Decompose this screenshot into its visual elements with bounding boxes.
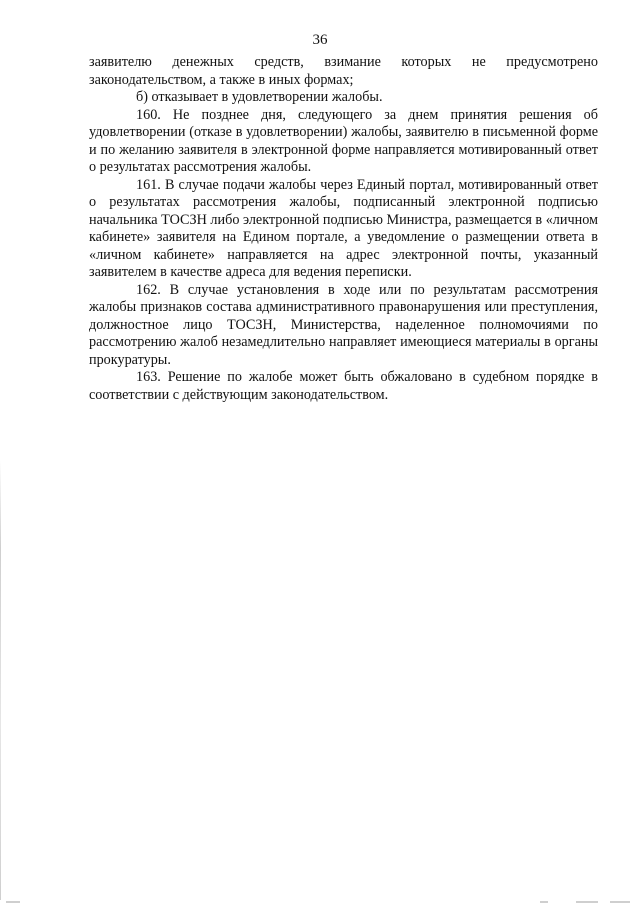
scan-artifact-mark [6, 901, 20, 903]
page-number: 36 [312, 32, 328, 48]
scan-artifact-mark [576, 901, 598, 903]
scan-edge-shadow [0, 460, 1, 900]
paragraph-162: 162. В случае установления в ходе или по результатам рассмотрения жалобы признаков состава административного правонарушения или преступления, должностное лицо ТОСЗН, Министерства, наделенное полномочиями по рассмотрению жалоб незамедлительно направляет имеющиеся материалы в органы прокуратуры. [89, 281, 598, 368]
paragraph-160: 160. Не позднее дня, следующего за днем принятия решения об удовлетворении (отказе в удовлетворении) жалобы, заявителю в письменной форме и по желанию заявителя в электронной форме направляется мотивированный ответ о результатах рассмотрения жалобы. [89, 106, 598, 175]
scan-artifact-mark [610, 901, 630, 903]
paragraph-continuation: заявителю денежных средств, взимание которых не предусмотрено законодательством, а также в иных формах; [89, 54, 598, 88]
paragraph-refusal: б) отказывает в удовлетворении жалобы. [136, 89, 383, 105]
scan-artifact-mark [540, 901, 548, 903]
paragraph-163: 163. Решение по жалобе может быть обжаловано в судебном порядке в соответствии с действующим законодательством. [89, 369, 598, 403]
document-body [89, 54, 598, 404]
paragraph-161: 161. В случае подачи жалобы через Единый портал, мотивированный ответ о результатах рассмотрения жалобы, подписанный электронной подписью начальника ТОСЗН либо электронной подписью Министра, размещается в «личном кабинете» заявителя на Едином портале, а уведомление о размещении ответа в «личном кабинете» направляется на адрес электронной почты, указанный заявителем в качестве адреса для ведения переписки. [89, 176, 598, 280]
